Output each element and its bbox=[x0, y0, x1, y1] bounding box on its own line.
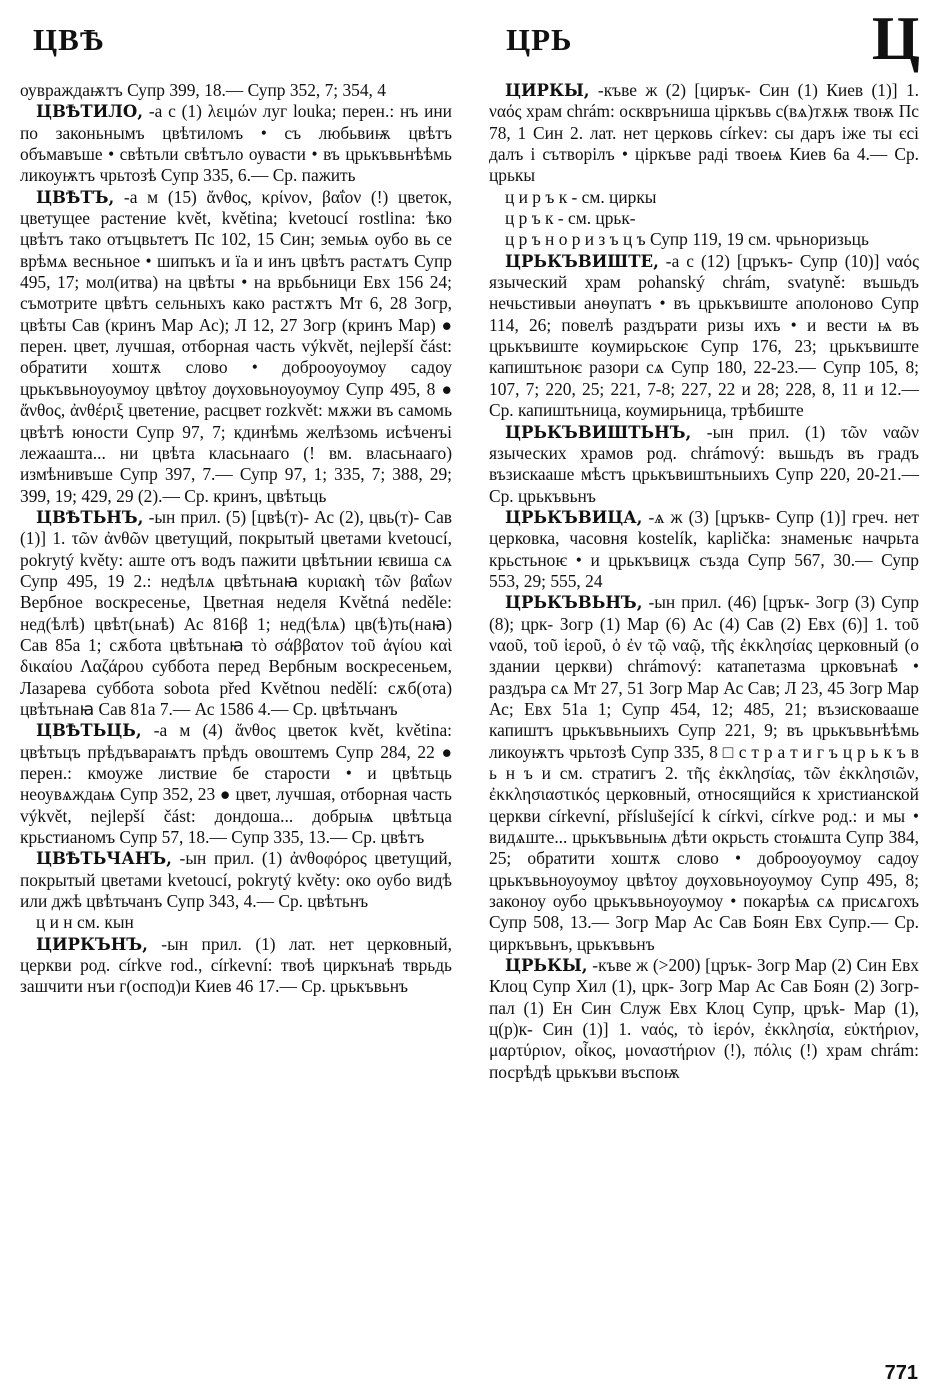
entry-body: -ын прил. (5) [цвѣ(т)- Ас (2), цвь(т)- Сав (1)] 1. τῶν ἀνθῶν цветущий, покрытый цветами kvetoucí, pokrytý květy: аште отъ водъ пажити цвѣтьнии ѥвиша сѧ Супр 495, 19 2.: недѣлѧ цвѣтьнаꙗ κυριακὴ τῶν βαΐων Вербное воскресенье, Цветная неделя Květná neděle: нед(ѣлѣ) цвѣт(ьнаѣ) Ас 816β 1; нед(ѣлѧ) цв(ѣ)ть(наꙗ) Сав 85а 1; сѫбота цвѣтьнаꙗ τὸ σάββατον τοῦ ἁγίου καὶ δικαίου Λαζάρου суббота перед Вербным воскресеньем, Лазарева суббота sobota před Květnou nedělí: сѫб(ота) цвѣтьнаꙗ Сав 81а 7.— Ас 1586 4.— Ср. цвѣтьчанъ bbox=[20, 506, 452, 719]
running-head-left: ЦВѢ bbox=[33, 22, 105, 57]
headword: ЦВѢТЬЦЬ, bbox=[36, 721, 142, 741]
entry-body: -къве ж (>200) [црък- Зогр Мар (2) Син Евх Клоц Супр Хил (1), црк- Зогр Мар Ас Сав Боян (2) Зогр-пал (1) Ен Син Служ Евх Клоц Супр, цръk- Мар (1), ц(р)к- Син (1)] 1. ναός, τὸ ἱερόν, ἐκκλησία, εὐκτήριον, μαρτύριον, οἶκος, μοναστήριον (!), πόλις (!) храм chrám: посрѣдѣ црькъви въспоѭ bbox=[489, 955, 919, 1082]
dictionary-entry bbox=[489, 592, 919, 955]
entry-body: -а м (15) ἄνθος, κρίνον, βαΐον (!) цветок, цветущее растение květ, květina; kvetoucí rostlina: ѣко цвѣтъ тако отъцвьтетъ Пс 102, 15 Син; земьѩ оубо вь се врѣмѧ весньное • шипъкъ и їа и инъ цвѣтъ растѧтъ Супр 495, 17; мол(итва) на цвѣты • на врьбьници Евх 156 24; съмотрите цвѣтъ сельныхъ како растѫтъ Мт 6, 28 Зогр, цвѣты Сав (кринъ Мар Ас); Л 12, 27 Зогр (кринъ Мар) ● перен. цвет, лучшая, отборная часть výkvět, nejlepší část: обратити хоштѫ слово • доброоуоумоу садоу црькъвьноуоумоу цвѣтоу дѹховьноуоумоу Супр 495, 8 ● ἄνθος, ἀνθέριξ цветение, расцвет rozkvět: мѫжи въ самомь цвѣтѣ юности Супр 97, 7; кдинѣмь желѣзомь исѣченъі лежаашта... ни цвѣта класьнааго (! вм. власьнааго) измѣнивъше Супр 397, 7.— Супр 97, 1; 335, 7; 388, 29; 399, 19; 429, 29 (2).— Ср. кринъ, цвѣтьць bbox=[20, 186, 452, 506]
entry-body: ц р ъ к - см. црьк- bbox=[505, 208, 636, 229]
page-number: 771 bbox=[884, 1362, 918, 1384]
dictionary-entry bbox=[20, 507, 452, 720]
entry-body: -ын прил. (46) [црък- Зогр (3) Супр (8); црк- Зогр (1) Мар (6) Ас (4) Сав (2) Евх (6)] 1. τοῦ ναοῦ, τοῦ ἱεροῦ, ὁ ἐν τῷ ναῷ, τῆς ἐκκλησίας церковный (о здании церкви) chrámový: катапетазма црковънаѣ • раздъра сѧ Мт 27, 51 Зогр Мар Ас Сав; Л 23, 45 Зогр Мар Ас; Евх 51а 1; Супр 454, 12; 485, 21; възисковааше капиштъ црькъвьныихъ Супр 221, 9; въ црькъвьнѣѣмь ликоуѭтъ чрьтозѣ Супр 335, 8 □ с т р а т и г ъ ц р ь к ъ в ь н ъ и см. стратигъ 2. τῆς ἐκκλησίας, τῶν ἐκκλησιῶν, ἐκκλησιαστικός церковный, относящийся к христианской церкви církevní, příslušející k církvi, církve род.: и мы • видѧште... црькъвьныѩ дѣти окрьсть стоѩшта Супр 384, 25; обратити хоштѫ слово • доброоуоумоу садоу црькъвьноуоумоу цвѣтоу дѹховьноуоумоу Супр 495, 8; законоу оубо црькъвьноуоумоу • покарѣѩ сѧ присѧгохъ Супр 508, 13.— Зогр Мар Ас Сав Боян Евх Супр.— Ср. циркъвьнъ, црькъвьнъ bbox=[489, 592, 919, 954]
dictionary-entry bbox=[20, 912, 452, 933]
dictionary-entry bbox=[20, 101, 452, 186]
headword: ЦИРКЪНЪ, bbox=[36, 934, 148, 954]
dictionary-entry bbox=[489, 187, 919, 208]
entry-body: ц и р ъ к - см. циркы bbox=[505, 186, 657, 207]
entry-body: -ын прил. (1) ἀνθοφόρος цветущий, покрытый цветами kvetoucí, pokrytý květy: око оубо видѣ или джѣ цвѣтьчанъ Супр 343, 4.— Ср. цвѣтьнъ bbox=[20, 848, 452, 912]
headword: ЦРЬКЪВИШТЕ, bbox=[505, 251, 659, 271]
entry-body: ц р ъ н о р и з ъ ц ъ Супр 119, 19 см. чрьноризьць bbox=[505, 229, 869, 250]
entry-body: -ын прил. (1) лат. нет церковный, церкви род. církve rod., církevní: твоѣ циркънаѣ тврьдь зашчити нъи г(оспод)и Киев 46 17.— Ср. црькъвьнъ bbox=[20, 933, 452, 997]
dictionary-entry bbox=[489, 422, 919, 507]
running-head-right: ЦРЬ bbox=[506, 22, 573, 57]
dictionary-entry bbox=[20, 934, 452, 998]
entry-body: -ын прил. (1) τῶν ναῶν языческих храмов род. chrámový: вьшьдъ въ градъ възискааше мѣстъ црькъвиштьныихъ Супр 220, 20-21.— Ср. црькъвьнъ bbox=[489, 421, 919, 506]
headword: ЦРЬКЪВИЦА, bbox=[505, 507, 643, 527]
dictionary-entry bbox=[489, 955, 919, 1083]
dictionary-entry bbox=[489, 507, 919, 592]
headword: ЦВѢТЬЧАНЪ, bbox=[36, 849, 172, 869]
dictionary-entry bbox=[20, 848, 452, 912]
headword: ЦИРКЫ, bbox=[505, 81, 590, 100]
entry-body: -а с (1) λειμών луг louka; перен.: нъ ини по законьнымъ цвѣтиломъ • съ любьвиѭ цвѣтъ объмавъше • свѣтьли свѣтъло оувасти • въ црькъвьнѣѣмь ликоуѭтъ чрьтозѣ Супр 335, 6.— Ср. пажить bbox=[20, 101, 452, 186]
section-letter: Ц bbox=[871, 5, 920, 73]
entry-body: -а с (12) [цръкъ- Супр (10)] ναός языческий храм pohanský chrám, svatyně: въшьдъ нечьстивыи анѳупатъ • въ црькъвиште аполоново Супр 114, 26; повелѣ раздърати ризы ихъ • и вести ѩ въ црькъвиште коумирьскоѥ Супр 176, 23; црькъвиште капиштьноѥ разори сѧ Супр 180, 22-23.— Супр 105, 8; 107, 7; 220, 25; 221, 7-8; 227, 22 и 28; 228, 8, 11 и 12.— Ср. капиштьница, коумирьница, трѣбиште bbox=[489, 250, 919, 421]
left-column bbox=[20, 80, 452, 998]
right-column bbox=[489, 80, 919, 1083]
headword: ЦВѢТИЛО, bbox=[36, 102, 143, 122]
dictionary-entry bbox=[20, 187, 452, 507]
entry-body: -къве ж (2) [цирък- Син (1) Киев (1)] 1. ναός храм chrám: осквръниша ціркъвь с(вѧ)тѫѭ твоѭ Пс 78, 1 Син 2. лат. нет церковь církev: сы даръ іже ты єсі далъ і сътворілъ • ціркъве раді твоеѩ Киев 6а 4.— Ср. црькы bbox=[489, 80, 919, 186]
entry-body: ц и н см. кын bbox=[36, 912, 134, 933]
entry-body: -ѧ ж (3) [цръкв- Супр (1)] греч. нет церковка, часовня kostelík, kaplička: знаменьѥ начрьта крьстьноѥ • и црькъвицѫ създа Супр 567, 30.— Супр 553, 29; 555, 24 bbox=[489, 506, 919, 591]
dictionary-entry bbox=[489, 208, 919, 229]
headword: ЦРЬКЫ, bbox=[505, 956, 588, 976]
headword: ЦВѢТЬНЪ, bbox=[36, 507, 144, 527]
dictionary-entry bbox=[20, 80, 452, 101]
entry-body: оувраждаѭтъ Супр 399, 18.— Супр 352, 7; 354, 4 bbox=[20, 80, 386, 100]
dictionary-entry bbox=[489, 80, 919, 187]
dictionary-entry bbox=[489, 251, 919, 422]
entry-body: -а м (4) ἄνθος цветок květ, květina: цвѣтьцъ прѣдъвараѩтъ прѣдъ овоштемъ Супр 284, 22 ● перен.: кмоуже листвие бе старости • и цвѣтьць неоувѧждаѩ Супр 352, 23 ● цвет, лучшая, отборная часть výkvět, nejlepší část: дондоша... добрыѩ цвѣтьца крьстианомъ Супр 57, 18.— Супр 335, 13.— Ср. цвѣтъ bbox=[20, 720, 452, 848]
headword: ЦРЬКЪВИШТЬНЪ, bbox=[505, 422, 692, 442]
dictionary-entry bbox=[489, 229, 919, 250]
headword: ЦРЬКЪВЬНЪ, bbox=[505, 593, 643, 613]
headword: ЦВѢТЪ, bbox=[36, 187, 115, 207]
dictionary-entry bbox=[20, 720, 452, 848]
